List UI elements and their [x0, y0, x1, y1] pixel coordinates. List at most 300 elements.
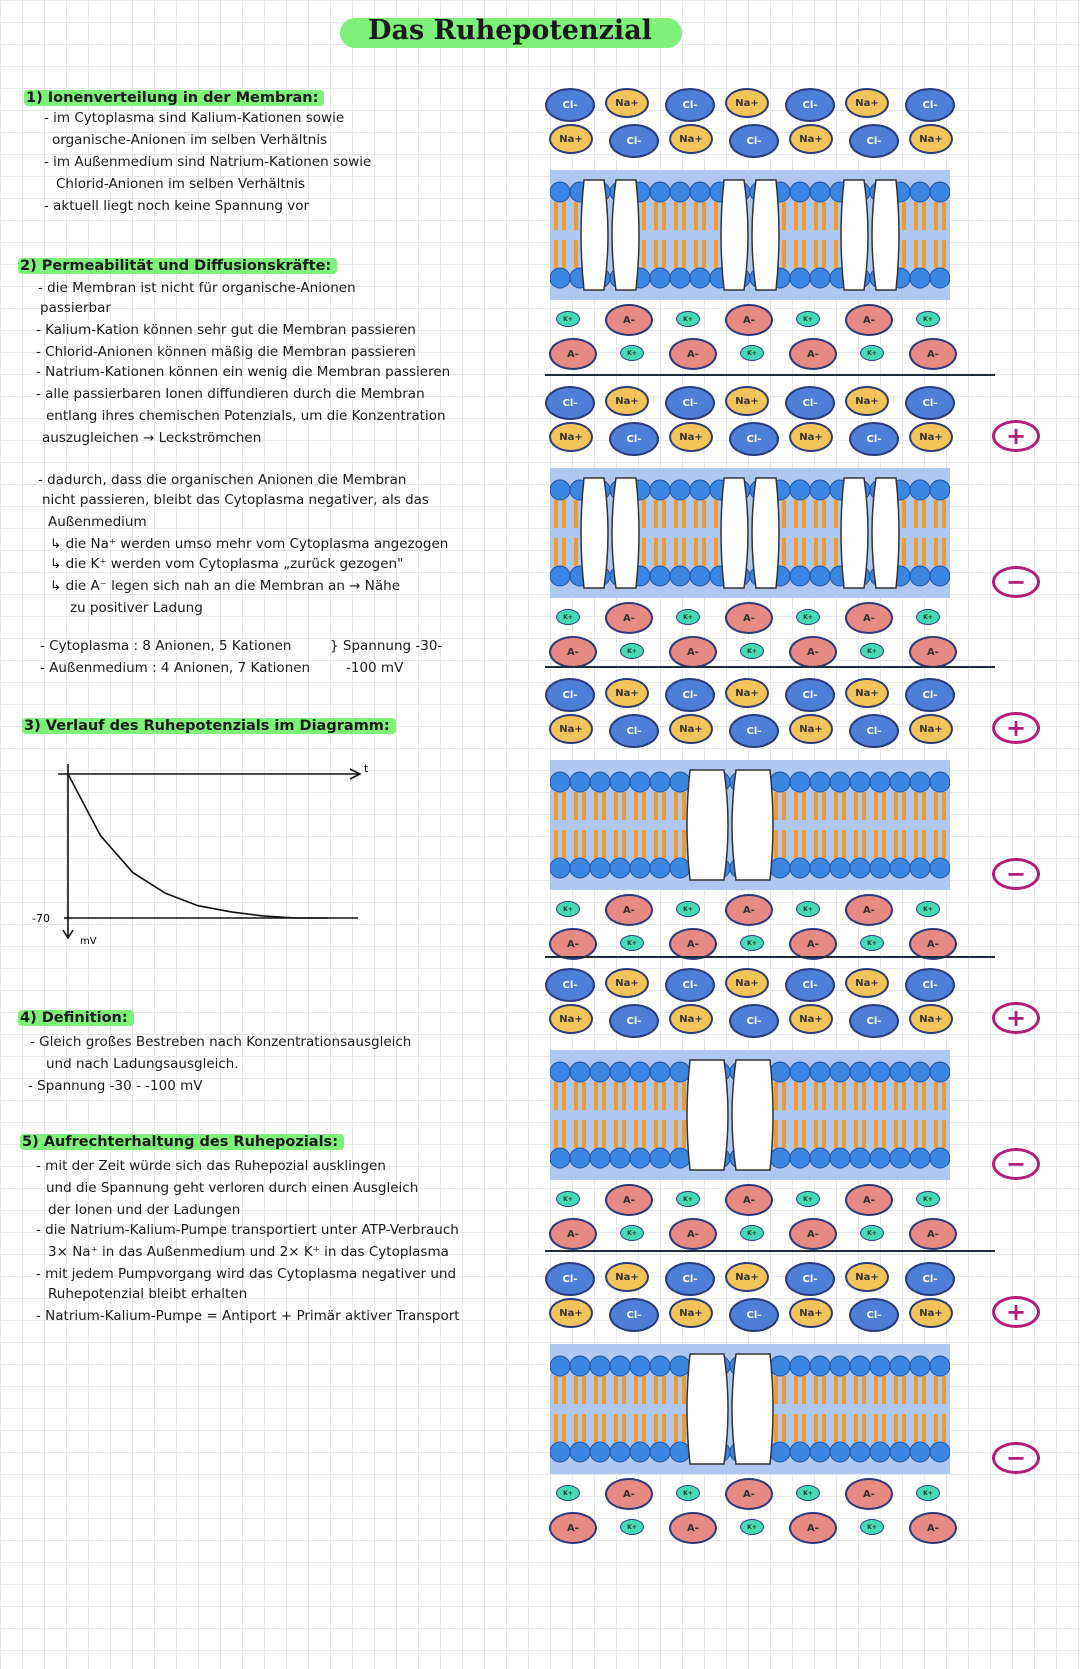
- lipid-tail: [614, 1082, 618, 1110]
- ion-an: A-: [605, 894, 653, 926]
- ion-k: K+: [740, 643, 764, 659]
- lipid-tail: [922, 1414, 926, 1442]
- lipid-tail: [802, 1414, 806, 1442]
- lipid-tail: [782, 500, 786, 528]
- lipid-tail: [714, 500, 718, 528]
- lipid-tail: [642, 500, 646, 528]
- s2-line: - Chlorid-Anionen können mäßig die Membran passieren: [36, 344, 416, 360]
- ion-an: A-: [725, 1184, 773, 1216]
- phospholipid-head: [790, 1062, 810, 1082]
- lipid-tail: [794, 792, 798, 820]
- phospholipid-head: [930, 858, 950, 878]
- lipid-tail: [814, 538, 818, 566]
- lipid-tail: [854, 1414, 858, 1442]
- lipid-tail: [614, 792, 618, 820]
- lipid-tail: [582, 1082, 586, 1110]
- ion-cl: Cl-: [729, 1298, 779, 1332]
- phospholipid-head: [570, 1148, 590, 1168]
- phospholipid-head: [610, 1062, 630, 1082]
- ion-na: Na+: [789, 1298, 833, 1328]
- ion-cl: Cl-: [545, 678, 595, 712]
- lipid-tail: [802, 830, 806, 858]
- ion-an: A-: [669, 338, 717, 370]
- ion-cl: Cl-: [609, 714, 659, 748]
- ion-cl: Cl-: [609, 1004, 659, 1038]
- lipid-tail: [942, 1082, 946, 1110]
- ion-cl: Cl-: [729, 1004, 779, 1038]
- s4-line: - Gleich großes Bestreben nach Konzentrationsausgleich: [30, 1034, 412, 1050]
- ion-na: Na+: [725, 678, 769, 708]
- phospholipid-head: [790, 268, 810, 288]
- s2-line: ↳ die A⁻ legen sich nah an die Membran an → Nähe: [50, 578, 401, 594]
- ion-na: Na+: [845, 968, 889, 998]
- lipid-tail: [842, 1414, 846, 1442]
- lipid-tail: [682, 1120, 686, 1148]
- phospholipid-head: [890, 1062, 910, 1082]
- lipid-tail: [934, 1414, 938, 1442]
- s5-line: - die Natrium-Kalium-Pumpe transportiert unter ATP-Verbrauch: [36, 1222, 459, 1238]
- lipid-tail: [574, 202, 578, 230]
- lipid-tail: [894, 1120, 898, 1148]
- lipid-tail: [594, 1414, 598, 1442]
- lipid-tail: [554, 538, 558, 566]
- lipid-tail: [834, 1376, 838, 1404]
- page-title: Das Ruhepotenzial: [368, 15, 652, 46]
- lipid-tail: [854, 792, 858, 820]
- lipid-tail: [902, 1082, 906, 1110]
- ion-an: A-: [549, 928, 597, 960]
- lipid-tail: [622, 830, 626, 858]
- phospholipid-head: [850, 1356, 870, 1376]
- lipid-tail: [554, 500, 558, 528]
- ion-an: A-: [549, 1218, 597, 1250]
- lipid-tail: [662, 202, 666, 230]
- lipid-tail: [922, 1082, 926, 1110]
- lipid-tail: [654, 500, 658, 528]
- ion-k: K+: [620, 1519, 644, 1535]
- lipid-tail: [942, 538, 946, 566]
- ion-na: Na+: [605, 678, 649, 708]
- ion-cl: Cl-: [609, 422, 659, 456]
- s5-line: 3× Na⁺ in das Außenmedium und 2× K⁺ in das Cytoplasma: [48, 1244, 449, 1260]
- s5-line: und die Spannung geht verloren durch einen Ausgleich: [46, 1180, 419, 1196]
- lipid-tail: [574, 1120, 578, 1148]
- lipid-tail: [634, 1414, 638, 1442]
- lipid-tail: [674, 240, 678, 268]
- lipid-tail: [794, 240, 798, 268]
- phospholipid-head: [810, 480, 830, 500]
- s2-line: zu positiver Ladung: [70, 600, 203, 616]
- phospholipid-head: [870, 1148, 890, 1168]
- phospholipid-head: [670, 480, 690, 500]
- lipid-tail: [802, 792, 806, 820]
- phospholipid-head: [890, 1442, 910, 1462]
- plus-charge-sign: +: [992, 1296, 1040, 1328]
- lipid-tail: [662, 500, 666, 528]
- panel-separator: [545, 1250, 995, 1252]
- lipid-tail: [914, 538, 918, 566]
- lipid-tail: [782, 538, 786, 566]
- lipid-tail: [554, 792, 558, 820]
- s2-line: - alle passierbaren Ionen diffundieren durch die Membran: [36, 386, 425, 402]
- ion-an: A-: [669, 928, 717, 960]
- lipid-tail: [682, 1376, 686, 1404]
- phospholipid-head: [830, 772, 850, 792]
- phospholipid-head: [770, 1356, 790, 1376]
- lipid-tail: [662, 240, 666, 268]
- lipid-tail: [834, 1082, 838, 1110]
- phospholipid-head: [890, 1356, 910, 1376]
- lipid-tail: [694, 202, 698, 230]
- lipid-tail: [782, 792, 786, 820]
- phospholipid-head: [790, 1148, 810, 1168]
- lipid-tail: [894, 1376, 898, 1404]
- lipid-tail: [774, 792, 778, 820]
- lipid-tail: [562, 1376, 566, 1404]
- lipid-tail: [702, 240, 706, 268]
- phospholipid-head: [610, 1356, 630, 1376]
- lipid-tail: [782, 1082, 786, 1110]
- phospholipid-head: [610, 1148, 630, 1168]
- phospholipid-head: [550, 858, 570, 878]
- phospholipid-head: [790, 566, 810, 586]
- lipid-tail: [642, 240, 646, 268]
- lipid-tail: [922, 1120, 926, 1148]
- lipid-tail: [874, 1376, 878, 1404]
- lipid-tail: [702, 538, 706, 566]
- lipid-tail: [554, 202, 558, 230]
- lipid-tail: [922, 202, 926, 230]
- lipid-tail: [562, 240, 566, 268]
- ion-k: K+: [916, 1485, 940, 1501]
- phospholipid-head: [770, 1442, 790, 1462]
- ion-an: A-: [789, 928, 837, 960]
- phospholipid-head: [810, 268, 830, 288]
- phospholipid-head: [910, 772, 930, 792]
- ion-na: Na+: [725, 968, 769, 998]
- lipid-tail: [562, 1414, 566, 1442]
- ion-k: K+: [860, 1225, 884, 1241]
- lipid-tail: [554, 1414, 558, 1442]
- s5-line: - mit jedem Pumpvorgang wird das Cytoplasma negativer und: [36, 1266, 457, 1282]
- ion-na: Na+: [845, 678, 889, 708]
- lipid-tail: [874, 830, 878, 858]
- phospholipid-head: [790, 772, 810, 792]
- lipid-tail: [642, 1414, 646, 1442]
- ion-an: A-: [845, 304, 893, 336]
- phospholipid-head: [870, 1442, 890, 1462]
- lipid-tail: [562, 792, 566, 820]
- lipid-tail: [702, 202, 706, 230]
- ion-k: K+: [740, 1225, 764, 1241]
- lipid-tail: [842, 1120, 846, 1148]
- membrane-bilayer: [550, 1344, 950, 1474]
- phospholipid-head: [830, 1062, 850, 1082]
- ion-k: K+: [620, 935, 644, 951]
- lipid-tail: [814, 830, 818, 858]
- ion-an: A-: [549, 1512, 597, 1544]
- lipid-tail: [782, 830, 786, 858]
- phospholipid-head: [630, 1062, 650, 1082]
- resting-potential-diagram: [28, 760, 388, 960]
- lipid-tail: [594, 830, 598, 858]
- phospholipid-head: [550, 1148, 570, 1168]
- phospholipid-head: [630, 1148, 650, 1168]
- lipid-tail: [882, 1120, 886, 1148]
- s2-line: passierbar: [40, 300, 111, 316]
- lipid-tail: [802, 1082, 806, 1110]
- phospholipid-head: [930, 1062, 950, 1082]
- section2-heading: 2) Permeabilität und Diffusionskräfte:: [18, 256, 337, 278]
- lipid-tail: [934, 202, 938, 230]
- lipid-tail: [554, 830, 558, 858]
- panel-separator: [545, 374, 995, 376]
- lipid-tail: [842, 830, 846, 858]
- lipid-tail: [834, 500, 838, 528]
- s2-line: -100 mV: [346, 660, 404, 676]
- phospholipid-head: [910, 1148, 930, 1168]
- ion-an: A-: [845, 1184, 893, 1216]
- lipid-tail: [802, 1120, 806, 1148]
- lipid-tail: [582, 1120, 586, 1148]
- ion-an: A-: [909, 928, 957, 960]
- phospholipid-head: [810, 1356, 830, 1376]
- ion-cl: Cl-: [849, 124, 899, 158]
- ion-na: Na+: [549, 1298, 593, 1328]
- lipid-tail: [654, 1082, 658, 1110]
- ion-cl: Cl-: [729, 714, 779, 748]
- ion-cl: Cl-: [785, 386, 835, 420]
- lipid-tail: [822, 538, 826, 566]
- ion-cl: Cl-: [849, 1298, 899, 1332]
- lipid-tail: [802, 240, 806, 268]
- phospholipid-head: [770, 772, 790, 792]
- ion-cl: Cl-: [665, 678, 715, 712]
- lipid-tail: [674, 1414, 678, 1442]
- ion-na: Na+: [669, 124, 713, 154]
- ion-k: K+: [796, 1485, 820, 1501]
- phospholipid-head: [630, 858, 650, 878]
- s1-line: - im Außenmedium sind Natrium-Kationen sowie: [44, 154, 372, 170]
- phospholipid-head: [550, 1062, 570, 1082]
- lipid-tail: [622, 1082, 626, 1110]
- lipid-tail: [814, 1376, 818, 1404]
- ion-na: Na+: [845, 1262, 889, 1292]
- lipid-tail: [554, 1082, 558, 1110]
- ion-na: Na+: [549, 422, 593, 452]
- ion-k: K+: [676, 901, 700, 917]
- phospholipid-head: [790, 1356, 810, 1376]
- minus-charge-sign: −: [992, 858, 1040, 890]
- lipid-tail: [714, 538, 718, 566]
- phospholipid-head: [910, 1356, 930, 1376]
- phospholipid-head: [650, 566, 670, 586]
- membrane-bilayer: [550, 760, 950, 890]
- lipid-tail: [674, 202, 678, 230]
- lipid-tail: [802, 202, 806, 230]
- lipid-tail: [822, 830, 826, 858]
- lipid-tail: [822, 792, 826, 820]
- lipid-tail: [942, 1120, 946, 1148]
- phospholipid-head: [570, 858, 590, 878]
- ion-an: A-: [669, 1512, 717, 1544]
- lipid-tail: [914, 1120, 918, 1148]
- lipid-tail: [782, 1120, 786, 1148]
- ion-cl: Cl-: [849, 714, 899, 748]
- phospholipid-head: [550, 268, 570, 288]
- phospholipid-head: [650, 182, 670, 202]
- phospholipid-head: [910, 480, 930, 500]
- phospholipid-head: [610, 858, 630, 878]
- ion-an: A-: [725, 304, 773, 336]
- lipid-tail: [794, 1376, 798, 1404]
- phospholipid-head: [790, 480, 810, 500]
- phospholipid-head: [590, 1356, 610, 1376]
- lipid-tail: [614, 1376, 618, 1404]
- ion-k: K+: [860, 1519, 884, 1535]
- phospholipid-head: [610, 1442, 630, 1462]
- phospholipid-head: [690, 268, 710, 288]
- ion-k: K+: [796, 901, 820, 917]
- lipid-tail: [594, 1082, 598, 1110]
- lipid-tail: [822, 500, 826, 528]
- lipid-tail: [854, 1120, 858, 1148]
- lipid-tail: [682, 538, 686, 566]
- lipid-tail: [594, 1376, 598, 1404]
- s5-line: - mit der Zeit würde sich das Ruhepozial ausklingen: [36, 1158, 386, 1174]
- phospholipid-head: [550, 1442, 570, 1462]
- lipid-tail: [602, 830, 606, 858]
- ion-cl: Cl-: [905, 386, 955, 420]
- ion-na: Na+: [549, 1004, 593, 1034]
- ion-cl: Cl-: [905, 678, 955, 712]
- lipid-tail: [862, 792, 866, 820]
- lipid-tail: [814, 1082, 818, 1110]
- ion-k: K+: [676, 311, 700, 327]
- phospholipid-head: [670, 1442, 690, 1462]
- ion-an: A-: [725, 1478, 773, 1510]
- lipid-tail: [862, 830, 866, 858]
- ion-k: K+: [620, 1225, 644, 1241]
- lipid-tail: [662, 792, 666, 820]
- ion-k: K+: [620, 345, 644, 361]
- ion-na: Na+: [789, 714, 833, 744]
- ion-na: Na+: [669, 1004, 713, 1034]
- lipid-tail: [682, 792, 686, 820]
- lipid-tail: [774, 1120, 778, 1148]
- phospholipid-head: [690, 182, 710, 202]
- panel-separator: [545, 666, 995, 668]
- ion-an: A-: [725, 894, 773, 926]
- lipid-tail: [902, 500, 906, 528]
- lipid-tail: [682, 830, 686, 858]
- lipid-tail: [922, 538, 926, 566]
- phospholipid-head: [810, 1148, 830, 1168]
- ion-k: K+: [676, 1191, 700, 1207]
- ion-na: Na+: [669, 1298, 713, 1328]
- lipid-tail: [842, 1082, 846, 1110]
- lipid-tail: [942, 240, 946, 268]
- phospholipid-head: [910, 566, 930, 586]
- lipid-tail: [622, 1120, 626, 1148]
- phospholipid-head: [570, 1062, 590, 1082]
- ion-an: A-: [549, 636, 597, 668]
- lipid-tail: [694, 538, 698, 566]
- ion-k: K+: [620, 643, 644, 659]
- ion-an: A-: [909, 1512, 957, 1544]
- s2-line: - die Membran ist nicht für organische-Anionen: [38, 280, 356, 296]
- lipid-tail: [834, 1120, 838, 1148]
- ion-an: A-: [605, 602, 653, 634]
- lipid-tail: [554, 240, 558, 268]
- lipid-tail: [934, 240, 938, 268]
- phospholipid-head: [930, 566, 950, 586]
- phospholipid-head: [670, 182, 690, 202]
- membrane-bilayer: [550, 468, 950, 598]
- ion-k: K+: [796, 1191, 820, 1207]
- lipid-tail: [794, 1082, 798, 1110]
- lipid-tail: [642, 1376, 646, 1404]
- phospholipid-head: [650, 772, 670, 792]
- plus-charge-sign: +: [992, 712, 1040, 744]
- ion-na: Na+: [725, 386, 769, 416]
- s2-line: - Außenmedium : 4 Anionen, 7 Kationen: [40, 660, 311, 676]
- lipid-tail: [662, 1376, 666, 1404]
- ion-k: K+: [740, 935, 764, 951]
- lipid-tail: [674, 1082, 678, 1110]
- phospholipid-head: [650, 1062, 670, 1082]
- lipid-tail: [582, 1414, 586, 1442]
- lipid-tail: [934, 830, 938, 858]
- lipid-tail: [562, 830, 566, 858]
- phospholipid-head: [810, 566, 830, 586]
- phospholipid-head: [870, 1356, 890, 1376]
- lipid-tail: [942, 202, 946, 230]
- ion-na: Na+: [725, 1262, 769, 1292]
- phospholipid-head: [590, 1062, 610, 1082]
- lipid-tail: [814, 500, 818, 528]
- ion-na: Na+: [909, 1004, 953, 1034]
- phospholipid-head: [590, 1442, 610, 1462]
- phospholipid-head: [670, 1356, 690, 1376]
- lipid-tail: [574, 1082, 578, 1110]
- lipid-tail: [914, 240, 918, 268]
- ion-cl: Cl-: [785, 1262, 835, 1296]
- lipid-tail: [614, 1414, 618, 1442]
- lipid-tail: [802, 500, 806, 528]
- ion-k: K+: [676, 1485, 700, 1501]
- lipid-tail: [802, 1376, 806, 1404]
- ion-k: K+: [916, 1191, 940, 1207]
- lipid-tail: [622, 792, 626, 820]
- phospholipid-head: [610, 772, 630, 792]
- phospholipid-head: [590, 858, 610, 878]
- section1-heading: 1) Ionenverteilung in der Membran:: [24, 88, 324, 110]
- ion-an: A-: [669, 636, 717, 668]
- phospholipid-head: [810, 858, 830, 878]
- axis-t-label: t: [364, 762, 369, 775]
- minus-charge-sign: −: [992, 566, 1040, 598]
- lipid-tail: [574, 792, 578, 820]
- lipid-tail: [602, 792, 606, 820]
- lipid-tail: [842, 1376, 846, 1404]
- lipid-tail: [622, 1376, 626, 1404]
- s2-line: } Spannung -30-: [330, 638, 443, 654]
- lipid-tail: [714, 202, 718, 230]
- lipid-tail: [654, 792, 658, 820]
- lipid-tail: [654, 1120, 658, 1148]
- phospholipid-head: [930, 182, 950, 202]
